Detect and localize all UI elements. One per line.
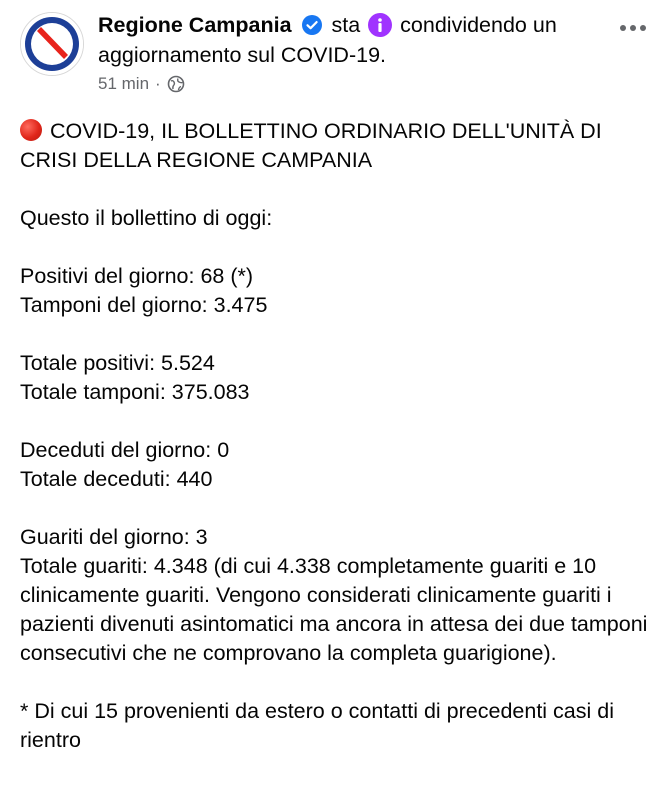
more-dot xyxy=(630,25,636,31)
globe-icon xyxy=(167,75,185,93)
totale-positivi: Totale positivi: 5.524 xyxy=(20,351,215,375)
page-avatar[interactable] xyxy=(20,12,84,76)
deceduti-giorno: Deceduti del giorno: 0 xyxy=(20,438,230,462)
separator-dot: · xyxy=(155,74,161,93)
regione-campania-logo-icon xyxy=(21,13,83,75)
post-body xyxy=(20,117,650,755)
deaths-block xyxy=(20,436,650,494)
verified-badge-icon xyxy=(302,13,322,33)
totale-tamponi: Totale tamponi: 375.083 xyxy=(20,380,250,404)
more-options-icon[interactable] xyxy=(617,18,649,38)
post-title: COVID-19, IL BOLLETTINO ORDINARIO DELL'UNITÀ DI CRISI DELLA REGIONE CAMPANIA xyxy=(20,119,602,172)
post-header xyxy=(0,0,671,110)
totale-guariti: Totale guariti: 4.348 (di cui 4.338 completamente guariti e 10 clinicamente guariti. Vengono considerati clinicamente guariti i pazienti divenuti asintomatici ma ancora in attesa dei due tamponi consecutivi che ne comprovano la completa guarigione). xyxy=(20,554,648,665)
post-timestamp[interactable]: 51 min xyxy=(98,74,150,93)
daily-stats-block xyxy=(20,262,650,320)
status-text: condividendo un aggiornamento sul COVID-19. xyxy=(98,13,557,67)
recovered-block xyxy=(20,523,650,668)
positivi-giorno: Positivi del giorno: 68 (*) xyxy=(20,264,254,288)
page-name-link[interactable]: Regione Campania xyxy=(98,13,292,37)
more-dot xyxy=(620,25,626,31)
post-attribution xyxy=(98,10,598,70)
totale-deceduti: Totale deceduti: 440 xyxy=(20,467,213,491)
guariti-giorno: Guariti del giorno: 3 xyxy=(20,525,208,549)
footnote: * Di cui 15 provenienti da estero o contatti di precedenti casi di rientro xyxy=(20,699,614,752)
red-circle-icon xyxy=(20,119,42,141)
post-meta xyxy=(98,72,185,96)
status-prefix: sta xyxy=(331,13,361,37)
totals-block xyxy=(20,349,650,407)
more-dot xyxy=(640,25,646,31)
post-intro: Questo il bollettino di oggi: xyxy=(20,206,273,230)
tamponi-giorno: Tamponi del giorno: 3.475 xyxy=(20,293,268,317)
post-title-paragraph xyxy=(20,117,650,175)
info-badge-icon xyxy=(368,13,392,37)
